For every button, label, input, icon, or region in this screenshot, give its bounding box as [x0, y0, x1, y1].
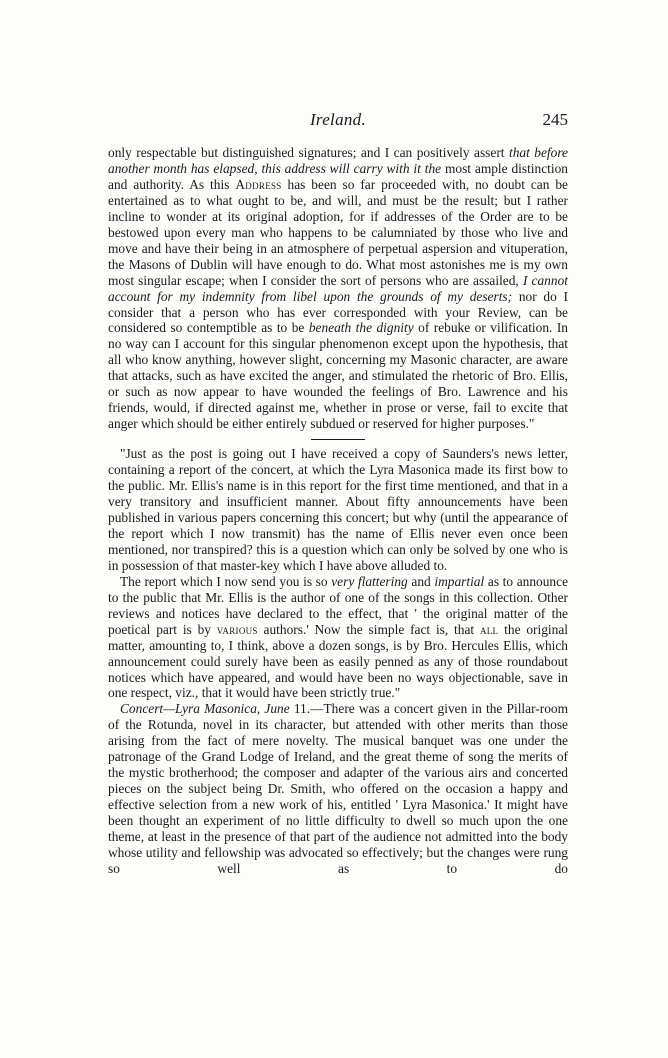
text-run: The report which I now send you is so [120, 573, 332, 589]
paragraph-report [108, 574, 568, 702]
paragraph-concert [108, 701, 568, 876]
italic-run: very flattering [331, 573, 408, 589]
italic-run: beneath the dignity [308, 320, 414, 336]
text-run: authors.' Now the simple fact is, that [257, 621, 480, 637]
text-run: the original matter, amounting to, I think, above a dozen songs, is by Bro. Hercules Ellis, which announcement could surely have been as easily penned as any of those roundabout notices which have appeared, and would have been no ways objectionable, save in one respect, viz., that it would have been strictly true." [108, 621, 568, 701]
text-run: as to announce to the public that Mr. Ellis is the author of one of the songs in this collection. Other reviews and notices have declared to the effect, that ' the original matter of the poetical part is by [108, 573, 569, 637]
italic-run: impartial [434, 573, 485, 589]
small-caps-run: Address [235, 176, 282, 192]
italic-run: I cannot account for my indemnity from libel upon the grounds of my deserts; [108, 272, 568, 304]
text-run: most ample distinction and authority. As this [108, 160, 568, 192]
text-run: only respectable but distinguished signatures; and I can positively assert [108, 145, 509, 160]
text-run: of rebuke or vilification. In no way can I account for this singular phenomenon except upon the hypothesis, that all who know anything, however slight, concerning my Masonic character, are aware that attacks, such as have excited the anger, and stimulated the rhetoric of Bro. Ellis, or such as now appear to have wounded the feelings of Bro. Lawrence and his friends, would, if directed against me, whether in prose or verse, fail to excite that anger which should be either entirely subdued or reserved for higher purposes." [108, 320, 568, 432]
italic-run: Concert—Lyra Masonica, June [120, 701, 290, 717]
page-number: 245 [542, 110, 568, 129]
text-run: has been so far proceeded with, no doubt can be entertained as to what ought to be, and will, and must be the result; but I rather incline to wonder at its original adoption, for if addresses of the Order are to be bestowed upon every man who happens to be calumniated by those who live and move and have their being in an atmosphere of perpetual aspersion and vituperation, the Masons of Dublin will have enough to do. What most astonishes me is my own most singular escape; when I consider the sort of persons who are assailed, [108, 176, 568, 288]
text-run: nor do I consider that a person who has ever corresponded with your Review, can be considered so contemptible as to be [108, 288, 568, 336]
italic-run: that before another month has elapsed, this address will carry with it the [108, 145, 568, 176]
page-body [108, 145, 568, 877]
section-divider [311, 439, 365, 440]
text-run: and [407, 573, 435, 589]
paragraph-post-note: "Just as the post is going out I have received a copy of Saunders's news letter, containing a report of the concert, at which the Lyra Masonica made its first bow to the public. Mr. Ellis's name is in this report for the first time mentioned, and that in a very transitory and insufficient manner. About fifty announcements have been published in various papers concerning this concert; but why (until the appearance of the report which I now transmit) has the name of Ellis never even once been mentioned, nor transpired? this is a question which can only be solved by one who is in possession of that master-key which I have above alluded to. [108, 446, 568, 573]
paragraph-address-letter [108, 145, 568, 432]
text-run: 11.—There was a concert given in the Pillar-room of the Rotunda, novel in its character, but attended with other merits than those arising from the fact of mere novelty. The musical banquet was one under the patronage of the Grand Lodge of Ireland, and the great theme of song the merits of the mystic brotherhood; the composer and adapter of the various airs and concerted pieces on the subject being Dr. Smith, who offered on the occasion a happy and effective selection from a new work of his, entitled ' Lyra Masonica.' It might have been thought an experiment of no little difficulty to dwell so much upon the one theme, at least in the presence of that part of the audience not admitted into the body whose utility and fellowship was advocated so effectively; but the changes were rung so well as to do [108, 701, 568, 876]
small-caps-run: all [479, 621, 499, 637]
running-title: Ireland. [309, 110, 367, 129]
small-caps-run: various [216, 621, 258, 637]
running-header [108, 110, 568, 136]
